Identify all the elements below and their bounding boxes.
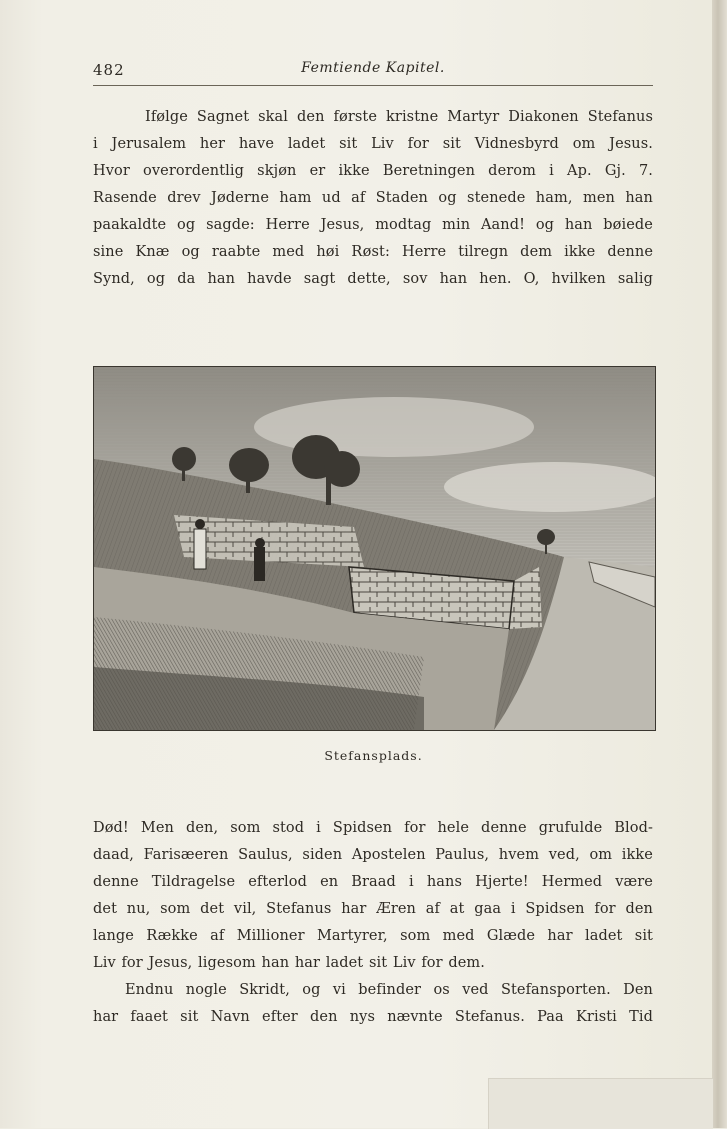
figure-caption: Stefansplads. bbox=[324, 748, 423, 763]
page-number: 482 bbox=[93, 61, 125, 79]
text-line: paakaldte og sagde: Herre Jesus, modtag min Aand! og han bøiede bbox=[93, 217, 653, 233]
text-line: Hvor overordentlig skjøn er ikke Beretningen derom i Ap. Gj. 7. bbox=[93, 163, 653, 179]
engraving-illustration bbox=[93, 366, 656, 731]
paragraph-bottom bbox=[93, 815, 653, 977]
page-corner-label bbox=[488, 1078, 713, 1129]
text-line: Rasende drev Jøderne ham ud af Staden og stenede ham, men han bbox=[93, 190, 653, 206]
text-line: denne Tildragelse efterlod en Braad i hans Hjerte! Hermed være bbox=[93, 874, 653, 890]
text-line: Ifølge Sagnet skal den første kristne Martyr Diakonen Stefanus bbox=[145, 109, 653, 125]
page-edge bbox=[712, 0, 727, 1128]
landscape-engraving bbox=[94, 367, 655, 730]
running-title: Femtiende Kapitel. bbox=[301, 60, 445, 76]
text-line: Endnu nogle Skridt, og vi befinder os ved Stefansporten. Den bbox=[125, 982, 653, 998]
text-line: Liv for Jesus, ligesom han har ladet sit Liv for dem. bbox=[93, 955, 485, 971]
text-line: det nu, som det vil, Stefanus har Æren af at gaa i Spidsen for den bbox=[93, 901, 653, 917]
text-line: daad, Farisæeren Saulus, siden Apostelen Paulus, hvem ved, om ikke bbox=[93, 847, 653, 863]
text-line: har faaet sit Navn efter den nys nævnte Stefanus. Paa Kristi Tid bbox=[93, 1009, 653, 1025]
text-line: Død! Men den, som stod i Spidsen for hele denne grufulde Blod- bbox=[93, 820, 653, 836]
text-line: sine Knæ og raabte med høi Røst: Herre tilregn dem ikke denne bbox=[93, 244, 653, 260]
page-header bbox=[93, 58, 653, 82]
paragraph-top bbox=[93, 104, 653, 293]
text-line: Synd, og da han havde sagt dette, sov han hen. O, hvilken salig bbox=[93, 271, 653, 287]
text-line: i Jerusalem her have ladet sit Liv for sit Vidnesbyrd om Jesus. bbox=[93, 136, 653, 152]
paragraph-last bbox=[93, 977, 653, 1031]
header-rule bbox=[93, 85, 653, 86]
text-line: lange Række af Millioner Martyrer, som med Glæde har ladet sit bbox=[93, 928, 653, 944]
